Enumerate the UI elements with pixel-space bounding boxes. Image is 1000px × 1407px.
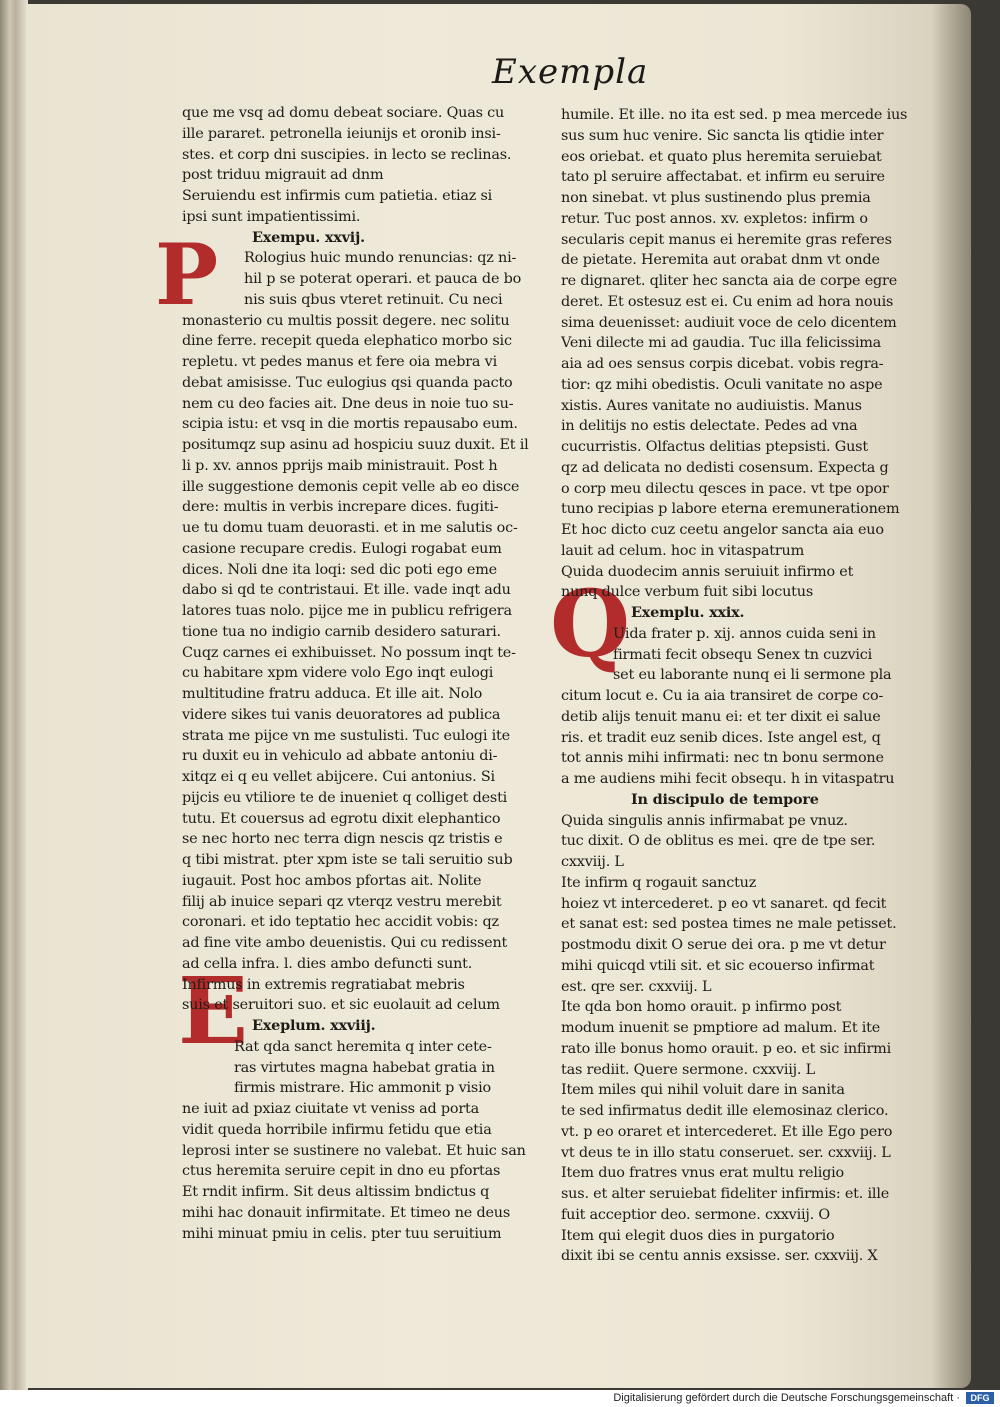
running-head: Exempla [492,52,649,92]
right-column-text-line: Quida duodecim annis seruiuit infirmo et [561,563,854,580]
right-column-text-line: ris. et tradit euz senib dices. Iste angel est, q [561,729,881,746]
right-column-text-line: humile. Et ille. no ita est sed. p mea mercede ius [561,107,908,123]
right-column-text-line: xistis. Aures vanitate no audiuistis. Manus [561,397,862,414]
left-column-text-line: suis et seruitori suo. et sic euolauit ad celum [182,997,500,1014]
left-column-text-line: debat amisisse. Tuc eulogius qsi quanda pacto [182,374,513,391]
right-column-text-line: a me audiens mihi fecit obsequ. h in vitaspatru [561,771,895,787]
right-column-text-line: tato pl seruire affectabat. et infirm eu seruire [561,169,885,186]
left-column-text-line: videre sikes tui vanis deuoratores ad publica [182,706,501,723]
right-column-text-line: tot annis mihi infirmati: nec tn bonu sermone [561,750,884,767]
right-column-text-line: vt deus te in illo statu conseruet. ser. cxxviij. L [561,1144,891,1161]
right-column-text-line: Veni dilecte mi ad gaudia. Tuc illa felicissima [561,335,882,352]
left-column-text-line: dere: multis in verbis increpare dices. fugiti- [182,499,499,516]
left-column-text-line: ille pararet. petronella ieiunijs et oronib insi- [182,125,501,142]
right-column-text-line: te sed infirmatus dedit ille elemosinaz clerico. [561,1103,889,1119]
left-column-text-line: dabo si qd te contristaui. Et ille. vade inqt adu [182,582,511,599]
left-column-text-line: ne iuit ad pxiaz ciuitate vt veniss ad porta [182,1101,480,1117]
left-column-text-line: se nec horto nec terra dign nescis qz tristis e [182,831,503,848]
right-column-text-line: qz ad delicata no dedisti cosensum. Expecta g [561,459,889,476]
left-column-text-line: mihi hac donauit infirmitate. Et timeo ne deus [182,1204,511,1221]
left-column-text-line: ue tu domu tuam deuorasti. et in me salutis oc- [182,520,518,536]
left-column-text-line: nis suis qbus vteret retinuit. Cu neci [244,291,503,308]
right-column-text-line: firmati fecit obsequ Senex tn cuzvici [613,646,873,663]
left-column-text-line: ras virtutes magna habebat gratia in [234,1059,495,1076]
right-column-text-line: postmodu dixit O serue dei ora. p me vt detur [561,937,886,953]
left-column-text-line: q tibi mistrat. pter xpm iste se tali seruitio sub [182,852,513,868]
right-column-text-line: est. qre ser. cxxviij. L [561,978,712,995]
right-column-text-line: eos oriebat. et quato plus heremita seruiebat [561,148,882,165]
left-column-text-line: Rat qda sanct heremita q inter cete- [234,1038,492,1055]
left-column-text-line: stes. et corp dni suscipies. in lecto se reclinas. [182,146,512,163]
left-column-text-line: latores tuas nolo. pijce me in publicu refrigera [182,603,512,619]
right-column-text-line: Uida frater p. xij. annos cuida seni in [613,625,876,642]
left-column-text-line: cu habitare xpm videre volo Ego inqt eulogi [182,665,494,682]
left-column-text-line: positumqz sup asinu ad hospiciu suuz duxit. Et il [182,437,529,453]
right-column-text-line: rato ille bonus homo orauit. p eo. et sic infirmi [561,1040,891,1057]
right-column-text-line: in delitijs no estis delectate. Pedes ad vna [561,418,858,435]
left-column-text-line: pijcis eu vtiliore te de inueniet q colliget desti [182,789,508,806]
left-column-text-line: ru duxit eu in vehiculo ad abbate antoniu di- [182,748,498,765]
left-column-text-line: li p. xv. annos pprijs maib ministrauit. Post h [182,457,498,474]
left-column-section-heading: Exeplum. xxviij. [252,1017,376,1034]
right-column-section-heading: In discipulo de tempore [631,790,819,808]
left-column-text-line: tutu. Et couersus ad egrotu dixit elephantico [182,810,501,827]
right-column-text-line: non sinebat. vt plus sustinendo plus premia [561,190,871,206]
left-text-column [182,103,542,1244]
left-column-text-line: Rologius huic mundo renuncias: qz ni- [244,250,517,267]
left-column-text-line: vidit queda horribile infirmu fetidu que etia [182,1121,492,1138]
right-column-text-line: Ite infirm q rogauit sanctuz [561,874,757,891]
right-column-text-line: Quida singulis annis infirmabat pe vnuz. [561,812,848,829]
right-column-text-line: cucurristis. Olfactus delitias ptepsisti. Gust [561,439,868,455]
page-gutter-shadow [931,4,971,1388]
left-column-text-line: firmis mistrare. Hic ammonit p visio [234,1080,491,1097]
right-column-text-line: de pietate. Heremita aut orabat dnm vt onde [561,252,880,269]
left-column-text-line: strata me pijce vn me sustulisti. Tuc eulogi ite [182,727,510,744]
left-column-text-line: ille suggestione demonis cepit velle ab eo disce [182,478,520,495]
right-column-text-line: re dignaret. qliter hec sancta aia de corpe egre [561,273,898,289]
right-column-text-line: mihi quicqd vtili sit. et sic ecouerso infirmat [561,957,875,974]
left-column-section-heading: Exempu. xxvij. [252,228,365,246]
dfg-logo: DFG [966,1392,994,1404]
left-column-text-line: filij ab inuice separi qz vterqz vestru merebit [182,893,502,910]
right-column-text-line: set eu laborante nunq ei li sermone pla [613,667,892,684]
right-column-text-line: sus. et alter seruiebat fideliter infirmis: et. ille [561,1186,890,1202]
right-column-text-line: deret. Et ostesuz est ei. Cu enim ad hora nouis [561,293,894,310]
right-column-text-line: et sanat est: sed postea times ne male petisset. [561,916,897,933]
left-column-text-line: ad fine vite ambo deuenistis. Qui cu redissent [182,935,508,951]
right-column-text-line: nunq dulce verbum fuit sibi locutus [561,584,814,601]
rubricated-initial-p: P [155,225,219,324]
right-text-column [561,105,911,1267]
right-column-text-line: lauit ad celum. hoc in vitaspatrum [561,542,805,559]
left-column-text-line: Cuqz carnes ei exhibuisset. No possum inqt te- [182,644,516,661]
right-column-text-line: detib alijs tenuit manu ei: et ter dixit ei salue [561,708,881,725]
left-column-text-line: casione recupare credis. Eulogi rogabat eum [182,540,502,557]
right-column-text-line: Item miles qui nihil voluit dare in sanita [561,1082,845,1099]
right-column-text-line: citum locut e. Cu ia aia transiret de corpe co- [561,688,884,704]
left-column-text-line: dices. Noli dne ita loqi: sed dic poti ego eme [182,561,497,578]
right-column-text-line: dixit ibi se centu annis exsisse. ser. cxxviij. X [561,1248,878,1265]
right-column-text-line: tior: qz mihi obedistis. Oculi vanitate no aspe [561,376,883,393]
left-column-text-line: ipsi sunt impatientissimi. [182,208,361,225]
rubricated-initial-e: E [178,957,249,1065]
left-column-text-line: xitqz ei q eu vellet abijcere. Cui antonius. Si [182,769,495,785]
left-column-text-line: nem cu deo facies ait. Dne deus in noie tuo su- [182,395,514,412]
left-column-text-line: post triduu migrauit ad dnm [182,167,384,184]
left-column-text-line: Seruiendu est infirmis cum patietia. etiaz si [182,188,493,204]
right-column-text-line: fuit acceptior deo. sermone. cxxviij. O [561,1206,831,1223]
left-column-text-line: ctus heremita seruire cepit in dno eu pfortas [182,1163,501,1180]
left-column-text-line: dine ferre. recepit queda elephatico morbo sic [182,333,512,350]
left-column-text-line: monasterio cu multis possit degere. nec solitu [182,312,510,329]
right-column-text-line: modum inuenit se pmptiore ad malum. Et ite [561,1020,881,1036]
right-column-text-line: o corp meu dilectu qesces in pace. vt tpe opor [561,480,889,497]
right-column-text-line: Ite qda bon homo orauit. p infirmo post [561,999,842,1016]
left-column-text-line: tione tua no indigio carnib desidero saturari. [182,623,501,640]
right-column-text-line: secularis cepit manus ei heremite gras referes [561,231,892,248]
right-column-text-line: tuc dixit. O de oblitus es mei. qre de tpe ser. [561,833,876,850]
rubricated-initial-q: Q [550,570,631,678]
right-column-text-line: sima deuenisset: audiuit voce de celo dicentem [561,314,897,331]
funding-credit: Digitalisierung gefördert durch die Deutsche Forschungsgemeinschaft · [613,1392,960,1404]
stacked-page-edges [0,0,28,1390]
right-column-text-line: cxxviij. L [561,854,624,870]
right-column-text-line: vt. p eo oraret et intercederet. Et ille Ego pero [561,1123,893,1140]
left-column-text-line: que me vsq ad domu debeat sociare. Quas cu [182,105,505,121]
left-column-text-line: mihi minuat pmiu in celis. pter tuu seruitium [182,1225,502,1242]
right-column-text-line: tas rediit. Quere sermone. cxxviij. L [561,1061,816,1078]
right-column-text-line: aia ad oes sensus corpis dicebat. vobis regra- [561,356,884,372]
right-column-section-heading: Exemplu. xxix. [631,604,745,621]
left-column-text-line: ad cella infra. l. dies ambo defuncti sunt. [182,955,473,972]
right-column-text-line: retur. Tuc post annos. xv. expletos: infirm o [561,210,868,227]
right-column-text-line: Item duo fratres vnus erat multu religio [561,1165,845,1182]
left-column-text-line: repletu. vt pedes manus et fere oia mebra vi [182,354,497,370]
right-column-text-line: Et hoc dicto cuz ceetu angelor sancta aia euo [561,522,884,538]
left-column-text-line: scipia istu: et vsq in die mortis repausabo eum. [182,416,518,433]
left-column-text-line: iugauit. Post hoc ambos pfortas ait. Nolite [182,872,482,889]
left-column-text-line: Et rndit infirm. Sit deus altissim bndictus q [182,1184,490,1200]
left-column-text-line: hil p se poterat operari. et pauca de bo [244,271,522,287]
left-column-text-line: leprosi inter se sustinere no valebat. Et huic san [182,1142,526,1159]
right-column-text-line: sus sum huc venire. Sic sancta lis qtidie inter [561,127,884,144]
left-column-text-line: multitudine fratru adduca. Et ille ait. Nolo [182,686,483,702]
right-column-text-line: hoiez vt intercederet. p eo vt sanaret. qd fecit [561,895,887,912]
right-column-text-line: Item qui elegit duos dies in purgatorio [561,1227,835,1244]
digitization-footer [0,1390,1000,1407]
left-column-text-line: coronari. et ido teptatio hec accidit vobis: qz [182,914,499,931]
right-column-text-line: tuno recipias p labore eterna eremunerationem [561,501,900,518]
left-column-text-line: Infirmus in extremis regratiabat mebris [182,976,465,993]
